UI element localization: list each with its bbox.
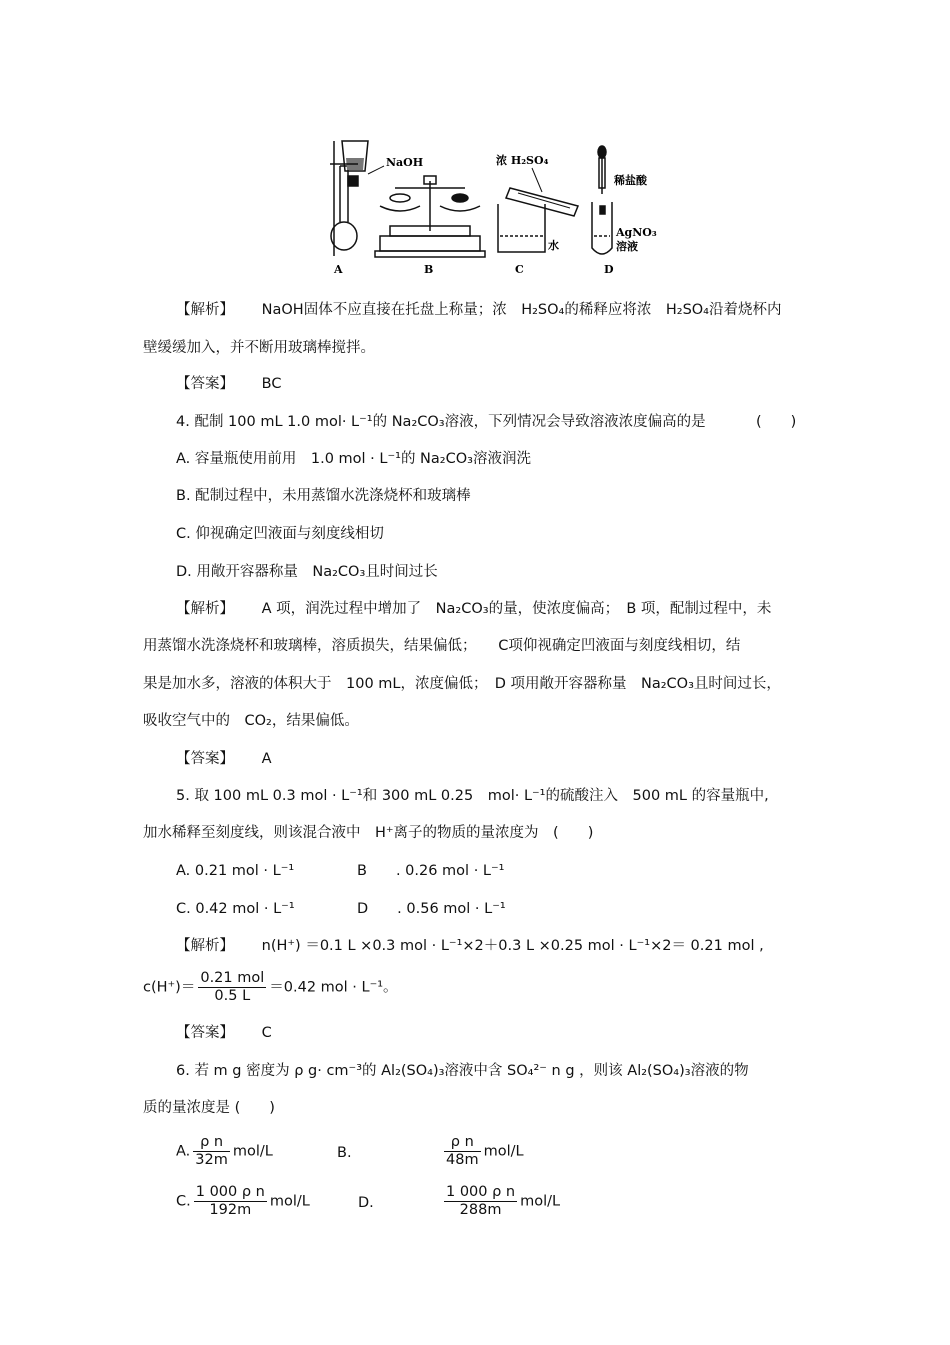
q4-stem xyxy=(176,412,706,432)
q4-option-a: A. 容量瓶使用前用 1.0 mol · L⁻¹的 Na₂CO₃溶液润洗 xyxy=(176,451,531,467)
apparatus-d xyxy=(592,146,612,254)
q5-analysis-post: ＝0.42 mol · L⁻¹。 xyxy=(269,979,398,996)
q5-frac-numerator: 0.21 mol xyxy=(200,970,265,986)
q6-stem-line-1: 6. 若 m g 密度为 ρ g· cm⁻³的 Al₂(SO₄)₃溶液中含 SO₄²⁻ n g ，则该 Al₂(SO₄)₃溶液的物 xyxy=(176,1063,749,1079)
apparatus-c xyxy=(498,188,578,252)
q4-option-c: C. 仰视确定凹液面与刻度线相切 xyxy=(176,526,384,542)
q5-analysis-text-1: n(H⁺) ＝0.1 L ×0.3 mol · L⁻¹×2＋0.3 L ×0.25 mol · L⁻¹×2＝ 0.21 mol , xyxy=(261,938,764,954)
q4-analysis-text-1: A 项，润洗过程中增加了 Na₂CO₃的量，使浓度偏高； B 项，配制过程中，未 xyxy=(261,601,772,617)
q3-analysis-label: 【解析】 xyxy=(176,302,234,318)
q5-analysis-label: 【解析】 xyxy=(176,938,234,954)
q6-option-c xyxy=(176,1184,310,1219)
q3-analysis-line-1 xyxy=(176,300,782,320)
q4-option-b: B. 配制过程中，未用蒸馏水洗涤烧杯和玻璃棒 xyxy=(176,488,471,504)
q6-option-a-unit: mol/L xyxy=(232,1143,273,1160)
apparatus-b xyxy=(375,176,485,257)
q6-option-b-numerator: ρ n xyxy=(444,1134,481,1152)
q6-option-c-denominator: 192m xyxy=(209,1202,252,1218)
q6-option-d-fraction xyxy=(444,1184,517,1219)
q6-option-b-denominator: 48m xyxy=(446,1152,479,1168)
q5-answer: C xyxy=(261,1025,272,1041)
q3-answer-label: 【答案】 xyxy=(176,376,234,392)
q3-analysis-text-1: NaOH固体不应直接在托盘上称量；浓 H₂SO₄的稀释应将浓 H₂SO₄沿着烧杯内 xyxy=(261,302,782,318)
q5-option-d: D . 0.56 mol · L⁻¹ xyxy=(357,901,506,917)
q6-option-c-fraction xyxy=(194,1184,267,1219)
apparatus-figure xyxy=(320,136,665,278)
fig-label-solution: 溶液 xyxy=(616,240,638,253)
q5-stem-line-1: 5. 取 100 mL 0.3 mol · L⁻¹和 300 mL 0.25 mol· L⁻¹的硫酸注入 500 mL 的容量瓶中, xyxy=(176,788,769,804)
q4-analysis-label: 【解析】 xyxy=(176,601,234,617)
q6-stem-line-2: 质的量浓度是 ( ) xyxy=(143,1100,275,1116)
q6-option-d xyxy=(441,1184,560,1219)
q6-option-c-letter: C. xyxy=(176,1193,191,1210)
q6-option-b-fraction xyxy=(444,1134,481,1169)
fig-label-dilute-hcl: 稀盐酸 xyxy=(614,174,647,187)
q5-option-a: A. 0.21 mol · L⁻¹ xyxy=(176,863,295,879)
q6-option-a-letter: A. xyxy=(176,1143,191,1160)
q4-option-d: D. 用敞开容器称量 Na₂CO₃且时间过长 xyxy=(176,564,438,580)
q5-fraction xyxy=(198,970,266,1005)
q3-analysis-line-2: 壁缓缓加入，并不断用玻璃棒搅拌。 xyxy=(143,340,375,356)
q4-answer-line xyxy=(176,749,272,769)
q6-option-b xyxy=(441,1134,524,1169)
q6-option-d-unit: mol/L xyxy=(520,1193,561,1210)
q4-answer: A xyxy=(261,751,272,767)
q3-answer-line xyxy=(176,374,281,394)
fig-label-agno3: AgNO₃ xyxy=(616,226,657,239)
fig-label-conc-h2so4: 浓 H₂SO₄ xyxy=(496,154,549,167)
q5-option-b: B . 0.26 mol · L⁻¹ xyxy=(357,863,505,879)
fig-letter-c: C xyxy=(515,263,524,276)
q4-analysis-line-3: 果是加水多，溶液的体积大于 100 mL，浓度偏低； D 项用敞开容器称量 Na₂CO₃且时间过长， xyxy=(143,676,781,692)
q6-option-c-unit: mol/L xyxy=(269,1193,310,1210)
q5-answer-line xyxy=(176,1023,272,1043)
q6-option-c-numerator: 1 000 ρ n xyxy=(195,1184,265,1200)
q5-analysis-pre: c(H⁺)＝ xyxy=(143,979,196,996)
q4-analysis-line-4: 吸收空气中的 CO₂，结果偏低。 xyxy=(143,713,359,729)
fig-label-water: 水 xyxy=(548,239,559,252)
q3-answer: BC xyxy=(261,376,282,392)
fig-letter-a: A xyxy=(334,263,343,276)
fig-letter-b: B xyxy=(424,263,434,276)
q6-option-b-letter: B. xyxy=(337,1145,352,1161)
q6-option-d-letter: D. xyxy=(358,1195,374,1211)
q5-frac-denominator: 0.5 L xyxy=(214,988,251,1004)
q6-option-a-numerator: ρ n xyxy=(193,1134,230,1152)
q5-stem-line-2: 加水稀释至刻度线，则该混合液中 H⁺离子的物质的量浓度为 ( ) xyxy=(143,825,594,841)
q5-analysis-line-2 xyxy=(143,970,398,1005)
q5-analysis-line-1 xyxy=(176,936,764,956)
q4-paren: ( ) xyxy=(756,414,797,430)
q4-analysis-line-2: 用蒸馏水洗涤烧杯和玻璃棒，溶质损失，结果偏低； C项仰视确定凹液面与刻度线相切，结 xyxy=(143,638,741,654)
q6-option-b-unit: mol/L xyxy=(483,1143,524,1160)
q4-answer-label: 【答案】 xyxy=(176,751,234,767)
q6-option-a-denominator: 32m xyxy=(195,1152,228,1168)
q5-option-c: C. 0.42 mol · L⁻¹ xyxy=(176,901,295,917)
q6-option-d-denominator: 288m xyxy=(459,1202,502,1218)
q6-option-a xyxy=(176,1134,273,1169)
fig-letter-d: D xyxy=(604,263,614,276)
q4-stem-text: 4. 配制 100 mL 1.0 mol· L⁻¹的 Na₂CO₃溶液，下列情况会导致溶液浓度偏高的是 xyxy=(176,414,706,430)
q6-option-a-fraction xyxy=(193,1134,230,1169)
q5-answer-label: 【答案】 xyxy=(176,1025,234,1041)
q4-analysis-line-1 xyxy=(176,599,771,619)
fig-label-naoh: NaOH xyxy=(386,156,424,169)
apparatus-a xyxy=(330,141,368,256)
q6-option-d-numerator: 1 000 ρ n xyxy=(446,1184,516,1200)
